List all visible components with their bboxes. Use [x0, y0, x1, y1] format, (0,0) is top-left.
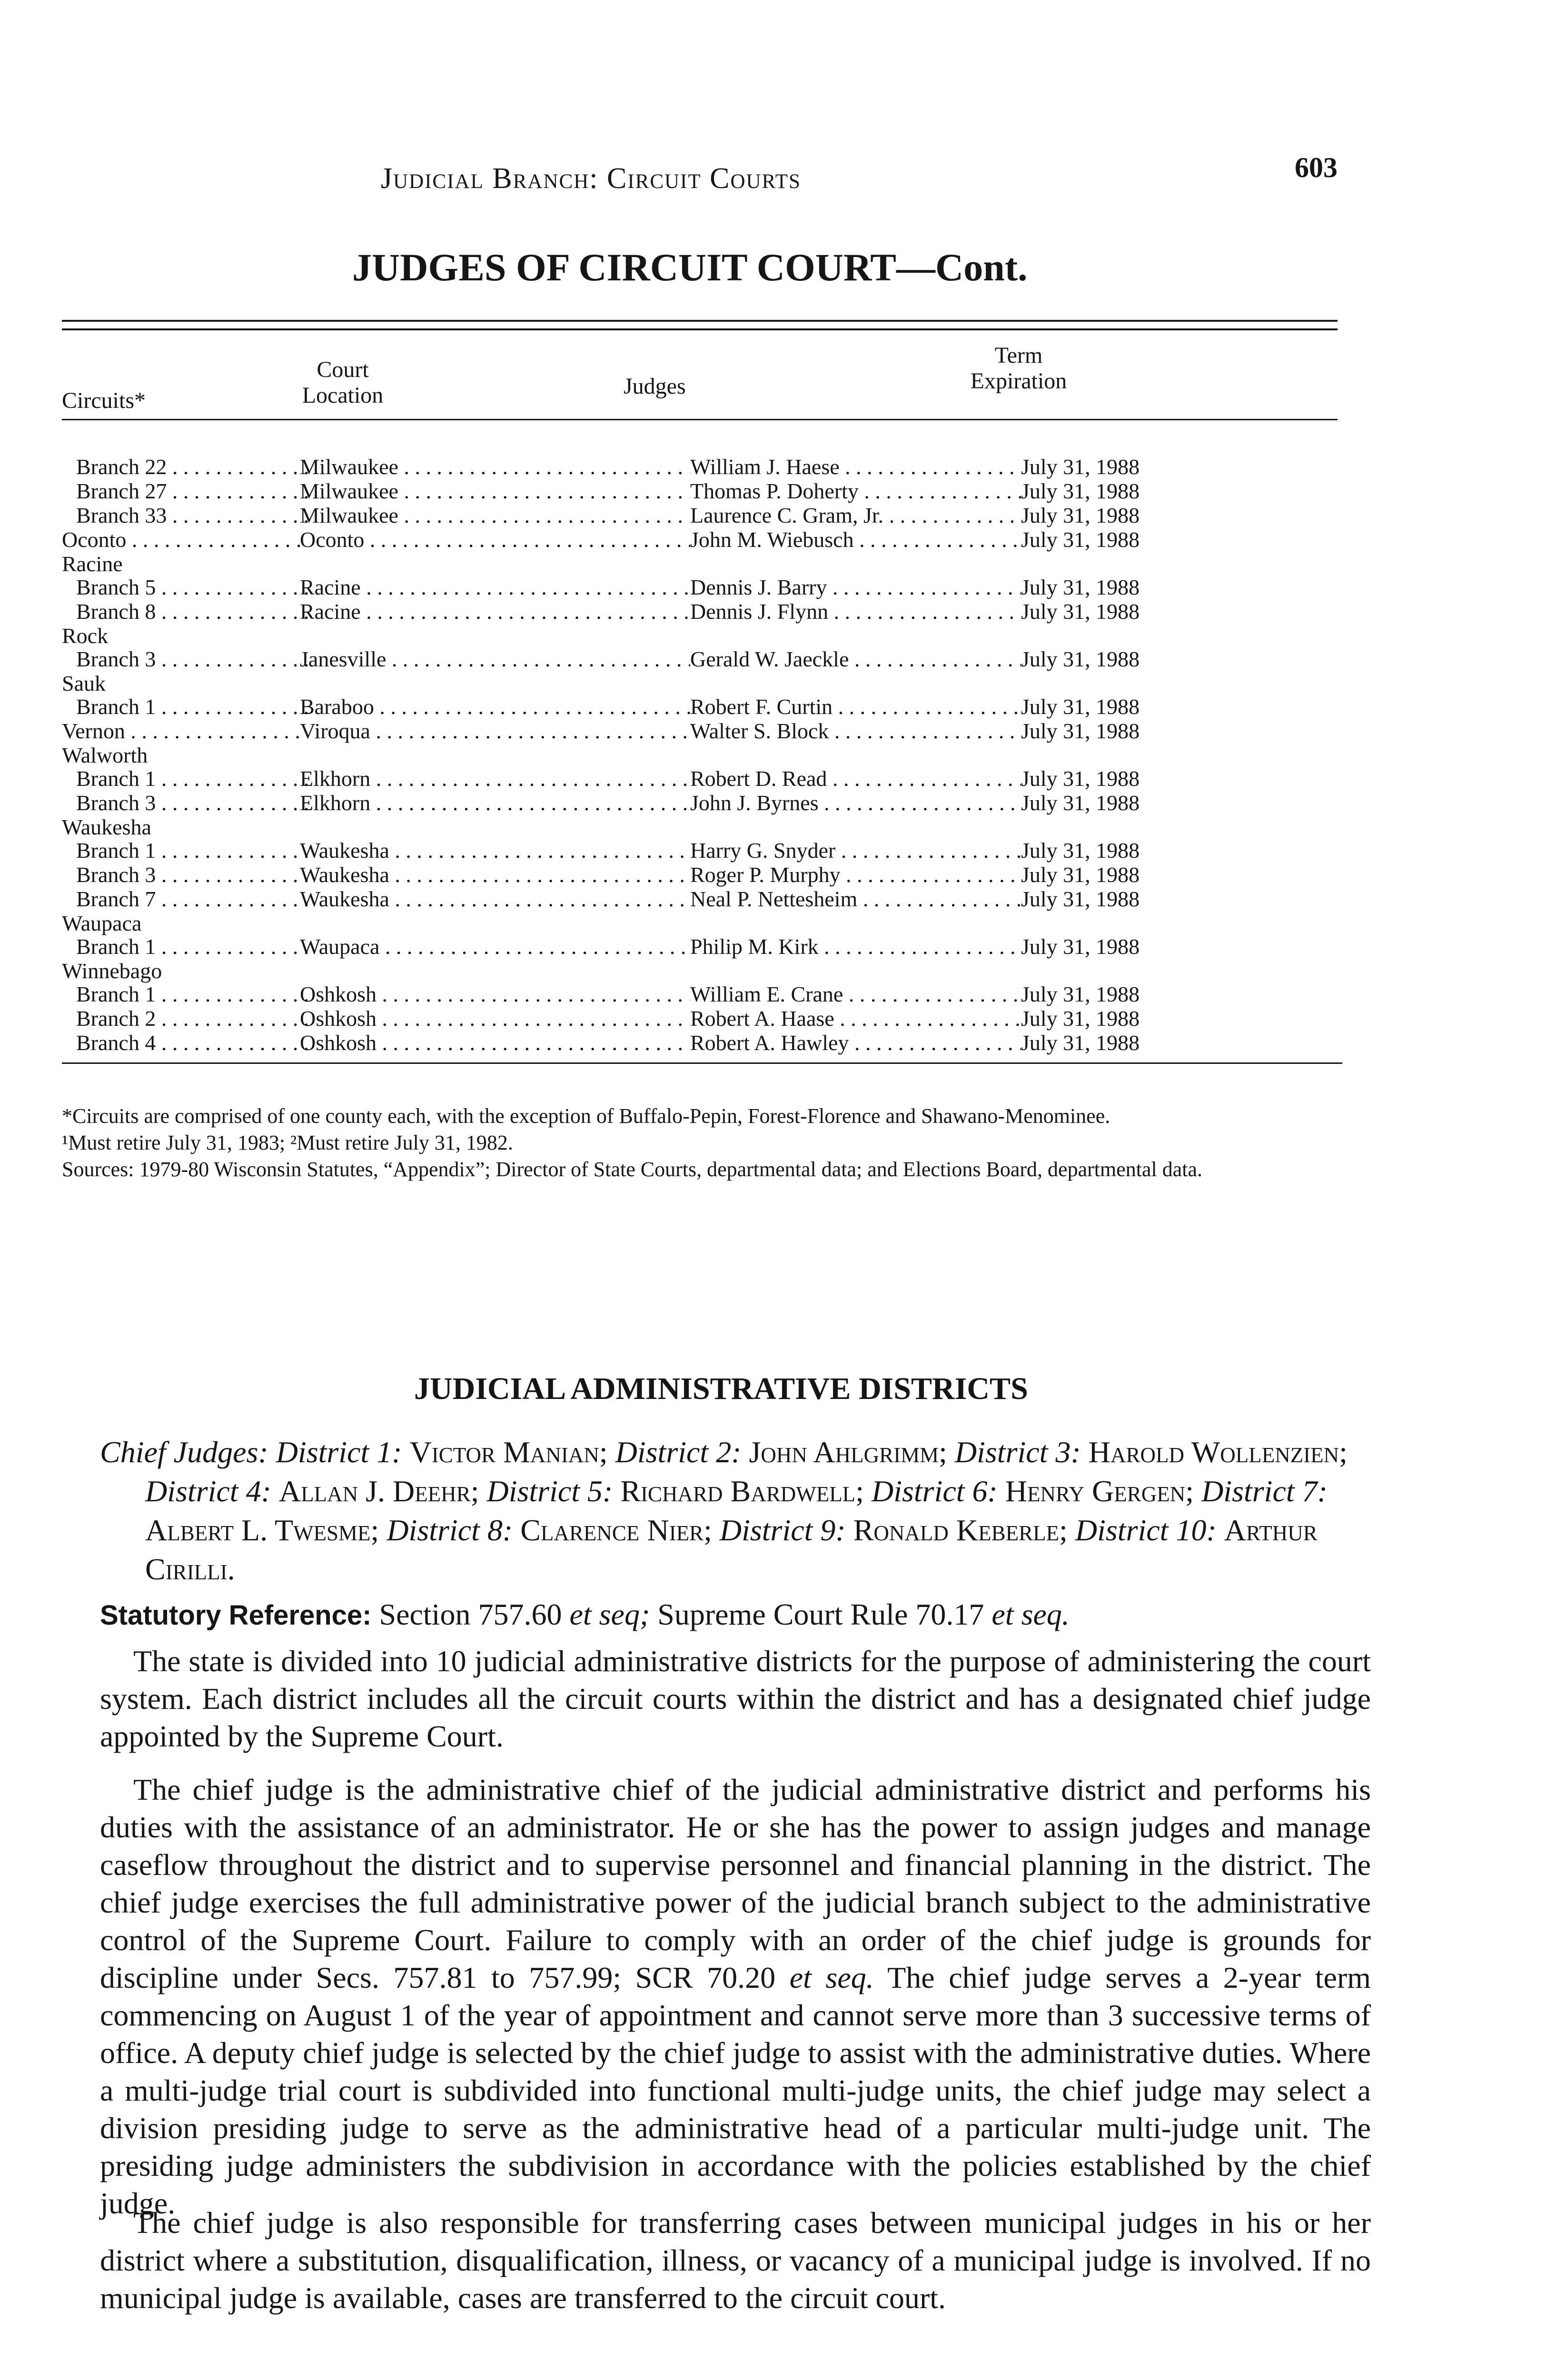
cell-judge: Laurence C. Gram, Jr. . . .: [690, 503, 1021, 527]
cell-circuit: Branch 3 . . .: [62, 863, 314, 887]
cell-location: Milwaukee . . .: [300, 479, 690, 503]
cell-term: July 31, 1988: [1021, 647, 1140, 671]
table-row: [62, 766, 1347, 791]
cell-judge: Walter S. Block . . .: [690, 719, 1021, 743]
table-row: [62, 527, 1347, 552]
cell-circuit: Vernon . . .: [62, 719, 300, 743]
table-row: [62, 887, 1347, 911]
cell-judge: Robert D. Read . . .: [690, 766, 1021, 791]
cell-location: Baraboo . . .: [300, 694, 690, 719]
table-group-row: [62, 671, 1347, 694]
cell-term: July 31, 1988: [1021, 479, 1140, 503]
cell-circuit: Branch 1 . . .: [62, 838, 314, 863]
district-chief-judge: Richard Bardwell: [620, 1474, 856, 1508]
note-retire: ¹Must retire July 31, 1983; ²Must retire July 31, 1982.: [62, 1131, 513, 1154]
cell-circuit: Racine: [62, 552, 123, 576]
district-chief-judge: Arthur Cirilli: [145, 1513, 1318, 1586]
cell-term: July 31, 1988: [1021, 838, 1140, 863]
table-bottom-rule: [62, 1062, 1342, 1064]
table-row: [62, 1031, 1347, 1055]
paragraph-chief-judge: [100, 1771, 1371, 2222]
table-row: [62, 791, 1347, 815]
cell-judge: Dennis J. Flynn . . .: [690, 599, 1021, 624]
col-header-court-location: [290, 357, 395, 408]
page-number: 603: [1295, 152, 1338, 183]
paragraph-chief-judge-etseq: et seq.: [789, 1961, 874, 1994]
paragraph-chief-judge-part2: The chief judge serves a 2-year term commencing on August 1 of the year of appointment and cannot serve more than 3 successive terms of office. A deputy chief judge is selected by the chief judge to assist with the administrative duties. Where a multi-judge trial court is subdivided into functional multi-judge units, the chief judge may select a division presiding judge to serve as the administrative head of a particular multi-judge unit. The presiding judge administers the subdivision in accordance with the policies established by the chief judge.: [100, 1961, 1371, 2220]
district-chief-judge: Clarence Nier: [520, 1513, 704, 1547]
table-row: [62, 719, 1347, 743]
cell-judge: Philip M. Kirk . . .: [690, 934, 1021, 959]
cell-term: July 31, 1988: [1021, 934, 1140, 959]
district-label: District 1:: [276, 1435, 402, 1469]
table-header-rule: [62, 419, 1338, 420]
district-label: District 6:: [871, 1474, 998, 1508]
table-top-rule-1: [62, 320, 1338, 322]
cell-term: July 31, 1988: [1021, 863, 1140, 887]
table-row: [62, 694, 1347, 719]
col-header-term-line2: Expiration: [970, 368, 1067, 394]
statutory-text-2: Supreme Court Rule 70.17: [657, 1597, 984, 1631]
table-group-row: [62, 959, 1347, 982]
cell-circuit: Rock: [62, 624, 109, 648]
paragraph-districts: The state is divided into 10 judicial administrative districts for the purpose of administering the court system. Each district includes all the circuit courts within the district and has a designated chief judge appointed by the Supreme Court.: [100, 1644, 1371, 1753]
cell-location: Waukesha . . .: [300, 887, 690, 911]
district-chief-judge: Allan J. Deehr: [278, 1474, 471, 1508]
cell-judge: Roger P. Murphy . . .: [690, 863, 1021, 887]
cell-location: Oconto . . .: [300, 527, 690, 552]
cell-location: Oshkosh . . .: [300, 1031, 690, 1055]
table-row: [62, 479, 1347, 503]
district-label: District 4:: [145, 1474, 271, 1508]
cell-location: Milwaukee . . .: [300, 503, 690, 527]
cell-judge: William J. Haese . . .: [690, 455, 1021, 479]
cell-circuit: Branch 1 . . .: [62, 766, 314, 791]
cell-circuit: Waupaca: [62, 911, 142, 935]
cell-location: Elkhorn . . .: [300, 791, 690, 815]
table-row: [62, 982, 1347, 1006]
table-group-row: [62, 911, 1347, 934]
district-label: District 7:: [1201, 1474, 1328, 1508]
table-row: [62, 647, 1347, 671]
col-header-court-line2: Location: [302, 383, 384, 408]
cell-location: Milwaukee . . .: [300, 455, 690, 479]
district-label: District 5:: [486, 1474, 613, 1508]
table-row: [62, 934, 1347, 959]
chief-judges-label: Chief Judges:: [100, 1435, 268, 1469]
note-asterisk: *Circuits are comprised of one county each, with the exception of Buffalo-Pepin, Forest-Florence and Shawano-Menominee.: [62, 1104, 1110, 1128]
statutory-etseq-1: et seq;: [569, 1597, 650, 1631]
district-chief-judge: Henry Gergen: [1005, 1474, 1186, 1508]
cell-circuit: Branch 5 . . .: [62, 575, 314, 599]
cell-judge: William E. Crane . . .: [690, 982, 1021, 1006]
district-list: District 1: Victor Manian; District 2: John Ahlgrimm; District 3: Harold Wollenzien; District 4: Allan J. Deehr; District 5: Richard Bardwell; District 6: Henry Gergen; District 7: Albert L. Twesme; District 8: Clarence Nier; District 9: Ronald Keberle; District 10: Arthur Cirilli.: [145, 1435, 1348, 1586]
table-group-row: [62, 815, 1347, 838]
statutory-label: Statutory Reference:: [100, 1600, 372, 1631]
table-row: [62, 455, 1347, 479]
cell-circuit: Waukesha: [62, 815, 151, 839]
cell-circuit: Branch 1 . . .: [62, 982, 314, 1006]
cell-judge: Robert A. Hawley . . .: [690, 1031, 1021, 1055]
cell-term: July 31, 1988: [1021, 766, 1140, 791]
paragraph-chief-judge-part1: The chief judge is the administrative chief of the judicial administrative district and performs his duties with the assistance of an administrator. He or she has the power to assign judges and manage caseflow throughout the district and to supervise personnel and financial planning in the district. The chief judge exercises the full administrative power of the judicial branch subject to the administrative control of the Supreme Court. Failure to comply with an order of the chief judge is grounds for discipline under Secs. 757.81 to 757.99; SCR 70.20: [100, 1773, 1371, 1994]
cell-judge: Dennis J. Barry . . .: [690, 575, 1021, 599]
district-label: District 8:: [386, 1513, 513, 1547]
cell-circuit: Branch 27 . . .: [62, 479, 314, 503]
district-chief-judge: Harold Wollenzien: [1088, 1435, 1339, 1469]
cell-location: Waukesha . . .: [300, 863, 690, 887]
cell-location: Oshkosh . . .: [300, 982, 690, 1006]
col-header-court-line1: Court: [317, 357, 369, 382]
cell-circuit: Branch 1 . . .: [62, 934, 314, 959]
district-chief-judge: John Ahlgrimm: [749, 1435, 939, 1469]
cell-term: July 31, 1988: [1021, 1006, 1140, 1031]
cell-term: July 31, 1988: [1021, 455, 1140, 479]
table-group-row: [62, 624, 1347, 647]
running-head: Judicial Branch: Circuit Courts: [381, 162, 801, 195]
cell-term: July 31, 1988: [1021, 527, 1140, 552]
cell-term: July 31, 1988: [1021, 694, 1140, 719]
cell-location: Waupaca . . .: [300, 934, 690, 959]
cell-location: Elkhorn . . .: [300, 766, 690, 791]
judges-table-body: [62, 455, 1347, 1055]
district-chief-judge: Victor Manian: [409, 1435, 599, 1469]
cell-circuit: Branch 1 . . .: [62, 694, 314, 719]
cell-term: July 31, 1988: [1021, 887, 1140, 911]
cell-term: July 31, 1988: [1021, 575, 1140, 599]
cell-location: Viroqua . . .: [300, 719, 690, 743]
table-row: [62, 503, 1347, 527]
cell-term: July 31, 1988: [1021, 719, 1140, 743]
cell-circuit: Oconto . . .: [62, 527, 300, 552]
table-group-row: [62, 552, 1347, 575]
table-row: [62, 838, 1347, 863]
district-chief-judge: Ronald Keberle: [853, 1513, 1060, 1547]
cell-term: July 31, 1988: [1021, 982, 1140, 1006]
district-chief-judge: Albert L. Twesme: [145, 1513, 371, 1547]
cell-circuit: Branch 2 . . .: [62, 1006, 314, 1031]
table-row: [62, 575, 1347, 599]
district-label: District 3:: [954, 1435, 1081, 1469]
cell-circuit: Branch 3 . . .: [62, 791, 314, 815]
cell-term: July 31, 1988: [1021, 791, 1140, 815]
paragraph-transfers: The chief judge is also responsible for transferring cases between municipal judges in his or her district where a substitution, disqualification, illness, or vacancy of a municipal judge is involved. If no municipal judge is available, cases are transferred to the circuit court.: [100, 2206, 1371, 2315]
cell-circuit: Branch 7 . . .: [62, 887, 314, 911]
cell-location: Oshkosh . . .: [300, 1006, 690, 1031]
table-row: [62, 599, 1347, 624]
district-label: District 9:: [719, 1513, 846, 1547]
chief-judges-list: [100, 1433, 1411, 1589]
cell-judge: Neal P. Nettesheim . . .: [690, 887, 1021, 911]
cell-circuit: Walworth: [62, 743, 148, 767]
cell-judge: Harry G. Snyder . . .: [690, 838, 1021, 863]
col-header-circuits: Circuits*: [62, 388, 146, 413]
cell-judge: Thomas P. Doherty . . .: [690, 479, 1021, 503]
district-label: District 10:: [1075, 1513, 1217, 1547]
cell-circuit: Branch 4 . . .: [62, 1031, 314, 1055]
district-label: District 2:: [615, 1435, 742, 1469]
table-title: JUDGES OF CIRCUIT COURT—Cont.: [352, 246, 1028, 289]
statutory-text-1: Section 757.60: [379, 1597, 562, 1631]
cell-judge: Robert A. Haase . . .: [690, 1006, 1021, 1031]
col-header-term-line1: Term: [994, 343, 1043, 368]
cell-judge: Robert F. Curtin . . .: [690, 694, 1021, 719]
cell-circuit: Branch 33 . . .: [62, 503, 314, 527]
cell-circuit: Branch 22 . . .: [62, 455, 314, 479]
cell-circuit: Branch 8 . . .: [62, 599, 314, 624]
cell-term: July 31, 1988: [1021, 503, 1140, 527]
cell-judge: John M. Wiebusch . . .: [690, 527, 1021, 552]
table-notes: [62, 1104, 1357, 1184]
note-sources: Sources: 1979-80 Wisconsin Statutes, “Appendix”; Director of State Courts, departmental data; and Elections Board, departmental data.: [62, 1158, 1203, 1181]
col-header-judges: Judges: [624, 374, 686, 399]
cell-location: Waukesha . . .: [300, 838, 690, 863]
col-header-term-expiration: [952, 343, 1085, 394]
cell-circuit: Sauk: [62, 671, 106, 695]
table-row: [62, 863, 1347, 887]
table-top-rule-2: [62, 328, 1338, 330]
cell-judge: John J. Byrnes . . .: [690, 791, 1021, 815]
cell-term: July 31, 1988: [1021, 599, 1140, 624]
cell-circuit: Branch 3 . . .: [62, 647, 314, 671]
section-title: JUDICIAL ADMINISTRATIVE DISTRICTS: [414, 1371, 1028, 1406]
table-row: [62, 1006, 1347, 1031]
cell-judge: Gerald W. Jaeckle . . .: [690, 647, 1021, 671]
cell-location: Racine . . .: [300, 575, 690, 599]
cell-location: Janesville . . .: [300, 647, 690, 671]
cell-circuit: Winnebago: [62, 959, 162, 983]
cell-location: Racine . . .: [300, 599, 690, 624]
table-group-row: [62, 743, 1347, 766]
cell-term: July 31, 1988: [1021, 1031, 1140, 1055]
statutory-reference: [100, 1597, 1070, 1632]
statutory-etseq-2: et seq.: [991, 1597, 1070, 1631]
